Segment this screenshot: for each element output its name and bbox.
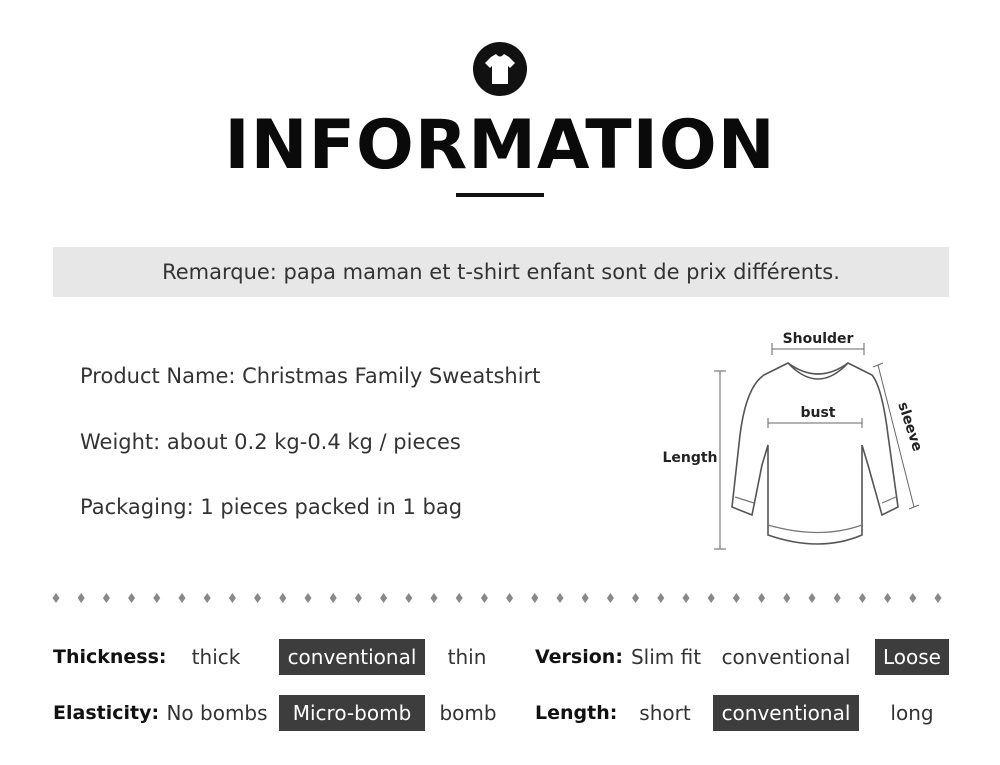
divider-dot (935, 593, 942, 603)
version-option-slim-fit: Slim fit (630, 645, 702, 669)
divider-dot (506, 593, 513, 603)
divider-dot (229, 593, 236, 603)
divider-dot (783, 593, 790, 603)
elasticity-option-bomb: bomb (439, 701, 497, 725)
dotted-divider (50, 590, 950, 606)
divider-dot (78, 593, 85, 603)
divider-dot (733, 593, 740, 603)
version-option-conventional: conventional (721, 645, 851, 669)
length-option-long: long (890, 701, 934, 725)
divider-dot (53, 593, 60, 603)
product-name: Product Name: Christmas Family Sweatshirt (80, 364, 541, 388)
divider-dot (708, 593, 715, 603)
divider-dot (431, 593, 438, 603)
divider-dot (632, 593, 639, 603)
divider-dot (859, 593, 866, 603)
thickness-option-conventional: conventional (279, 639, 425, 675)
elasticity-option-no-bombs: No bombs (166, 701, 268, 725)
divider-dot (330, 593, 337, 603)
remark-bar: Remarque: papa maman et t-shirt enfant sont de prix différents. (53, 247, 949, 297)
tshirt-icon (471, 40, 529, 98)
divider-dot (405, 593, 412, 603)
length-option-short: short (639, 701, 691, 725)
divider-dot (834, 593, 841, 603)
divider-dot (481, 593, 488, 603)
bust-label: bust (800, 405, 836, 421)
divider-dot (683, 593, 690, 603)
divider-dot (657, 593, 664, 603)
divider-dot (884, 593, 891, 603)
page-title: INFORMATION (224, 106, 776, 185)
thickness-option-thick: thick (191, 645, 241, 669)
thickness-option-thin: thin (447, 645, 487, 669)
product-weight: Weight: about 0.2 kg-0.4 kg / pieces (80, 430, 461, 454)
title-underline (456, 193, 544, 197)
shoulder-label: Shoulder (782, 331, 854, 347)
length-option-conventional: conventional (713, 695, 859, 731)
size-diagram (660, 325, 960, 565)
divider-dot (531, 593, 538, 603)
divider-dot (279, 593, 286, 603)
divider-dot (103, 593, 110, 603)
divider-dot (179, 593, 186, 603)
divider-dot (557, 593, 564, 603)
divider-dot (254, 593, 261, 603)
divider-dot (809, 593, 816, 603)
divider-dot (758, 593, 765, 603)
sleeve-label: sleeve (894, 400, 926, 454)
version-option-loose: Loose (875, 639, 949, 675)
divider-dot (153, 593, 160, 603)
version-label: Version: (535, 646, 623, 668)
sweater-outline (732, 363, 898, 544)
thickness-label: Thickness: (53, 646, 167, 668)
elasticity-label: Elasticity: (53, 702, 160, 724)
elasticity-option-micro-bomb: Micro-bomb (279, 695, 425, 731)
divider-dot (355, 593, 362, 603)
divider-dot (456, 593, 463, 603)
divider-dot (909, 593, 916, 603)
divider-dot (582, 593, 589, 603)
divider-dot (305, 593, 312, 603)
length-attr-label: Length: (535, 702, 618, 724)
product-packaging: Packaging: 1 pieces packed in 1 bag (80, 495, 463, 519)
divider-dot (128, 593, 135, 603)
divider-dot (380, 593, 387, 603)
divider-dot (204, 593, 211, 603)
length-label: Length (662, 450, 718, 466)
divider-dot (607, 593, 614, 603)
